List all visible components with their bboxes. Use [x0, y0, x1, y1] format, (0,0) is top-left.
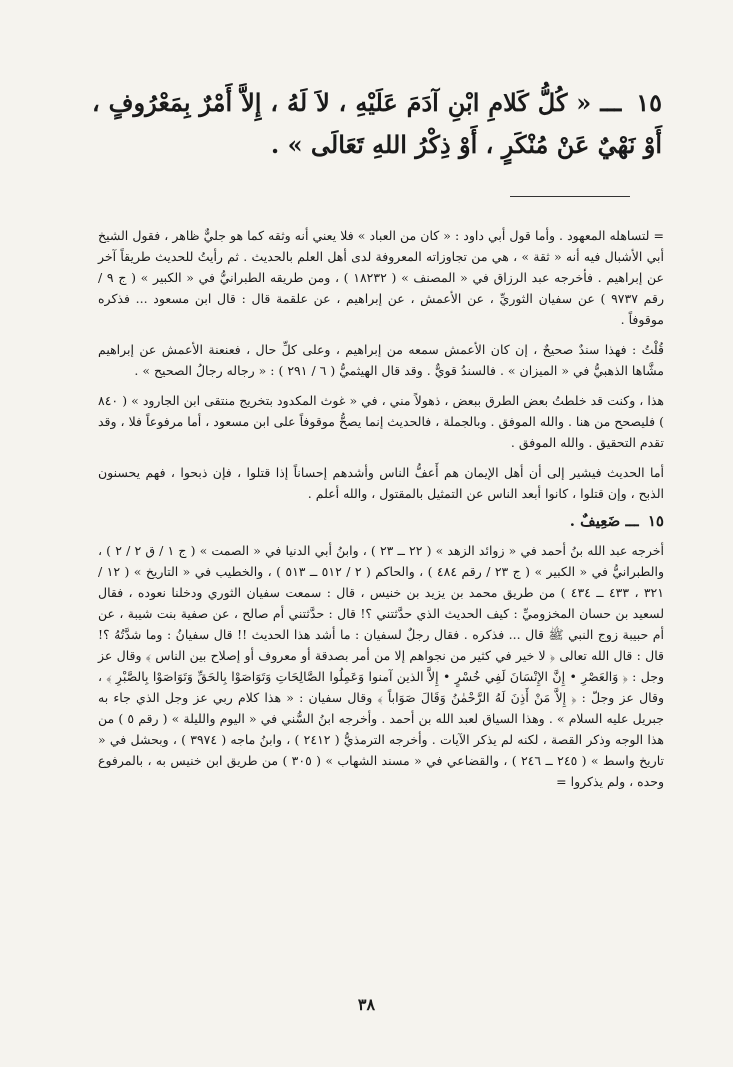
hadith-number: ١٥	[636, 88, 663, 117]
note-paragraph: قُلْتُ : فهذا سندٌ صحيحٌ ، إن كان الأعمش سمعه من إبراهيم ، وعلى كلِّ حال ، فعنعنة الأعمش عن إبراهيم مشَّاها الذهبيُّ في « الميزان » . فالسندُ قويٌّ . وقد قال الهيثميُّ ( ٦ / ٢٩١ ) : « رجاله رجالُ الصحيح » .	[98, 342, 664, 378]
takhrij-paragraph: أخرجه عبد الله بنُ أحمد في « زوائد الزهد » ( ٢٢ ــ ٢٣ ) ، وابنُ أبي الدنيا في « الصمت » ( ج ١ / ق ٢ / ٢ ) ، والطبرانيُّ في « الكبير » ( ج ٢٣ / رقم ٤٨٤ ) ، والحاكم ( ٢ / ٥١٢ ــ ٥١٣ ) ، والخطيب في « التاريخ » ( ١٢ / ٣٢١ ، ٤٣٣ ــ ٤٣٤ ) من طريق محمد بن يزيد بن خنيس ، قال : سمعت سفيان الثوري ودخلنا نعوده ، فقال لسعيد بن حسان المخزوميِّ : كيف الحديث الذي حدَّثتني ؟! قال : حدَّثتني أم صالح ، عن صفية بنت شيبة ، عن أم حبيبة زوج النبي ﷺ قال ... فذكره . فقال رجلٌ لسفيان : ما أشد هذا الحديث !! قال سفيانُ : وما شدَّتُهُ ؟! قال : قال الله تعالى ﴿ لا خير في كثير من نجواهم إلا من أمر بصدقة أو معروف أو إصلاح بين الناس ﴾ وقال عز وجل : ﴿ وَالعَصْرِ • إِنَّ الإِنْسَانَ لَفِي خُسْرٍ • إِلاَّ الذين آمنوا وَعَمِلُوا الصَّالِحَاتِ وَتَوَاصَوْا بِالحَقِّ وَتَوَاصَوْا بِالصَّبْرِ ﴾ ، وقال عز وجلّ : ﴿ إِلاَّ مَنْ أَذِنَ لَهُ الرَّحْمٰنُ وَقَالَ صَوَاباً ﴾ وقال سفيان : « هذا كلام ربي عز وجل الذي جاء به جبريل عليه السلام » . وهذا السياق لعبد الله بن أحمد . وأخرجه ابنُ السُّني في « اليوم والليلة » ( رقم ٥ ) من هذا الوجه وذكر القصة ، لكنه لم يذكر الآيات . وأخرجه الترمذيُّ ( ٢٤١٢ ) ، وابنُ ماجه ( ٣٩٧٤ ) ، وبحشل في « تاريخ واسط » ( ٢٤٥ ــ ٢٤٦ ) ، والقضاعي في « مسند الشهاب » ( ٣٠٥ ) من طريق ابن خنيس به ، بالمرفوع وحده ، ولم يذكروا =	[98, 543, 665, 789]
hadith-text-block	[92, 82, 662, 166]
grading-heading	[98, 508, 664, 534]
grading-label: ضَعِيفٌ .	[569, 512, 621, 530]
note-paragraph: هذا ، وكنت قد خلطتُ بعض الطرق ببعض ، ذهولاً مني ، في « غوث المكدود بتخريج منتقى ابن الجارود » ( ٨٤٠ ) فليصحح من هنا . والله الموفق . وبالجملة ، فالحديث إنما يصحُّ موقوفاً على ابن مسعود ، أما مرفوعاً فلا ، وقد تقدم التحقيق . والله الموفق .	[98, 393, 664, 450]
page-number: ٣٨	[357, 995, 376, 1014]
commentary-block	[98, 225, 664, 801]
hadith-dash: ـــ	[600, 88, 622, 117]
footnote-continuation-paragraph: = لتساهله المعهود . وأما قول أبي داود : « كان من العباد » فلا يعني أنه وثقه كما هو جليٌّ ظاهر ، فقول الشيخ أبي الأشبال فيه أنه « ثقة » ، هي من تجاوزاته المعروفة لدى أهل العلم بالحديث . ثم رأيتُ للحديث طريقاً آخر عن إبراهيم . فأخرجه عبد الرزاق في « المصنف » ( ١٨٢٣٢ ) ، ومن طريقه الطبرانيُّ في « الكبير » ( ج ٩ / رقم ٩٧٣٧ ) عن سفيان الثوريِّ ، عن الأعمش ، عن إبراهيم ، عن علقمة قال : قال ابن مسعود ... فذكره موقوفاً .	[98, 228, 664, 327]
note-paragraph: أما الحديث فيشير إلى أن أهل الإيمان هم أَعفُّ الناس وأشدهم إحساناً إذا قتلوا ، فإن ذبحوا ، فهم يحسنون الذبح ، وإن قتلوا ، كانوا أبعد الناس عن التمثيل بالمقتول ، والله أعلم .	[98, 465, 664, 501]
grading-dash: ـــ	[625, 512, 639, 530]
hadith-matn: « كُلُّ كَلامِ ابْنِ آدَمَ عَلَيْهِ ، لاَ لَهُ ، إِلاَّ أَمْرٌ بِمَعْرُوفٍ ، أَوْ نَهْيٌ عَنْ مُنْكَرٍ ، أَوْ ذِكْرُ اللهِ تَعَالَى » .	[92, 88, 662, 159]
grading-number: ١٥	[647, 512, 664, 530]
footnote-separator-rule	[510, 196, 630, 197]
